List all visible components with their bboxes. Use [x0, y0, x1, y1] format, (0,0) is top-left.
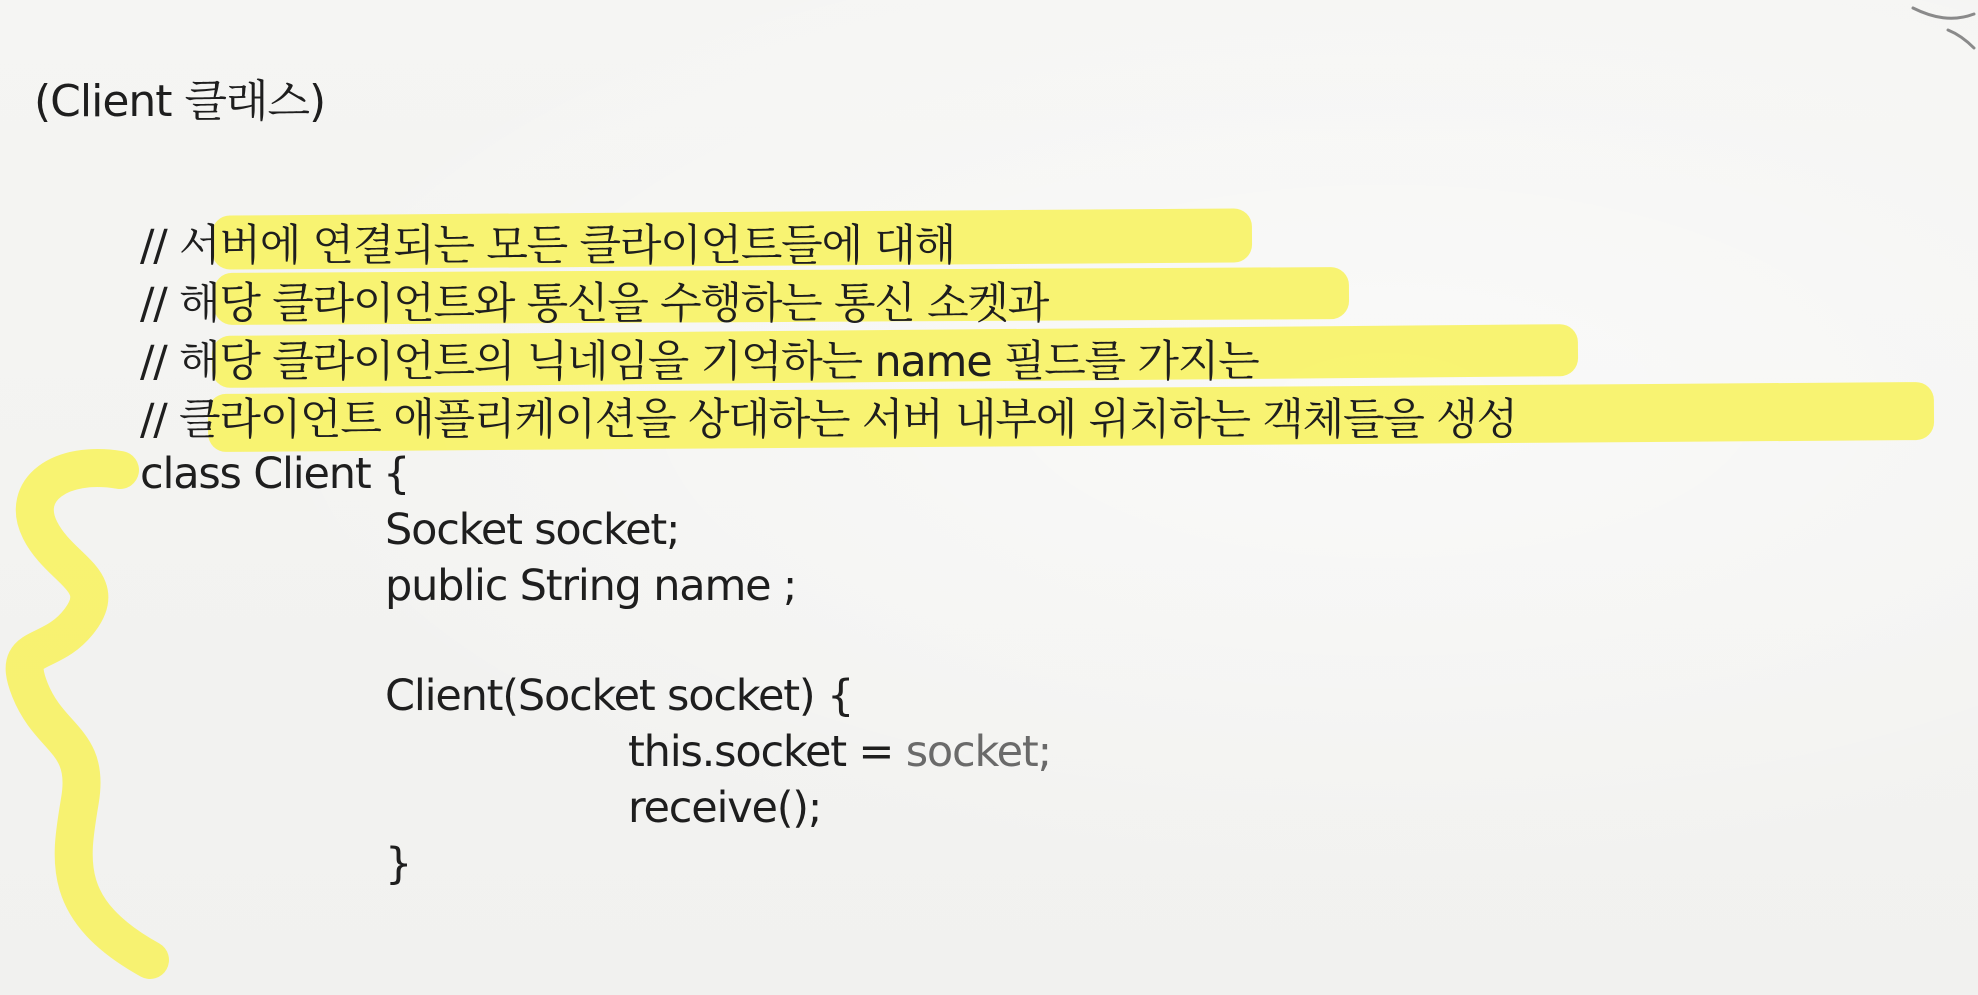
- pen-stroke-mark: [1908, 0, 1978, 50]
- constructor-close-brace: }: [385, 839, 412, 889]
- field-socket: Socket socket;: [385, 505, 680, 555]
- comment-line-1: // 서버에 연결되는 모든 클라이언트들에 대해: [140, 221, 956, 271]
- assignment-statement: [628, 724, 1051, 780]
- comment-line-4: // 클라이언트 애플리케이션을 상대하는 서버 내부에 위치하는 객체들을 생성: [140, 395, 1517, 445]
- comment-line-2: // 해당 클라이언트와 통신을 수행하는 통신 소켓과: [140, 279, 1049, 329]
- section-heading: (Client 클래스): [34, 76, 326, 127]
- field-name: public String name ;: [385, 561, 797, 611]
- class-declaration: class Client {: [140, 449, 410, 499]
- constructor-declaration: Client(Socket socket) {: [385, 671, 854, 721]
- receive-call: receive();: [628, 783, 822, 833]
- assignment-lhs: this.socket =: [628, 727, 906, 777]
- assignment-rhs: socket;: [905, 727, 1051, 777]
- highlighter-brace-mark: [0, 440, 180, 980]
- comment-line-3: // 해당 클라이언트의 닉네임을 기억하는 name 필드를 가지는: [140, 337, 1259, 387]
